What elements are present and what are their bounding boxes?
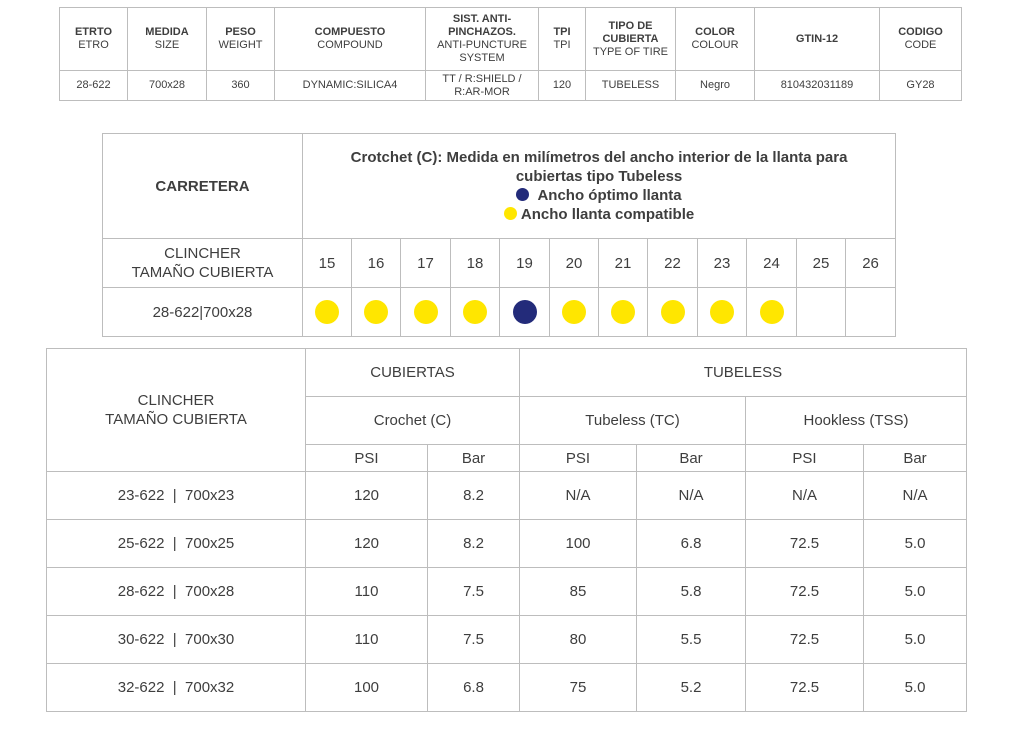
compatible-dot-icon — [760, 300, 784, 324]
pressure-value: 6.8 — [637, 520, 746, 568]
compatible-dot-icon — [315, 300, 339, 324]
spec-value-type: TUBELESS — [586, 71, 676, 101]
compatible-dot-icon — [504, 207, 517, 220]
pressure-value: N/A — [864, 472, 967, 520]
pressure-value: 5.0 — [864, 616, 967, 664]
rim-dot-cell-22 — [648, 288, 698, 337]
spec-value-tpi: 120 — [539, 71, 586, 101]
pressure-value: 110 — [306, 616, 428, 664]
rim-width-21: 21 — [599, 239, 648, 288]
pressure-value: 100 — [306, 664, 428, 712]
pressure-row — [47, 616, 967, 664]
rim-dot-cell-24 — [747, 288, 797, 337]
spec-value-colour: Negro — [676, 71, 755, 101]
compatible-dot-icon — [414, 300, 438, 324]
spec-header-gtin: GTIN-12 — [755, 8, 880, 71]
rim-width-20: 20 — [550, 239, 599, 288]
spec-header-type: TIPO DE CUBIERTA TYPE OF TIRE — [586, 8, 676, 71]
rim-width-19: 19 — [500, 239, 550, 288]
pressure-value: N/A — [520, 472, 637, 520]
legend-compatible: Ancho llanta compatible — [303, 205, 895, 224]
rim-dot-cell-16 — [352, 288, 401, 337]
sub-hookless: Hookless (TSS) — [746, 397, 967, 445]
rim-dot-cell-20 — [550, 288, 599, 337]
sub-crochet: Crochet (C) — [306, 397, 520, 445]
rim-dot-cell-15 — [303, 288, 352, 337]
compatible-dot-icon — [661, 300, 685, 324]
pressure-row — [47, 472, 967, 520]
rim-dot-cell-23 — [698, 288, 747, 337]
pressure-row-size: 23-622 | 700x23 — [47, 472, 306, 520]
pressure-row — [47, 664, 967, 712]
pressure-value: 80 — [520, 616, 637, 664]
pressure-table — [46, 348, 967, 712]
pressure-value: 72.5 — [746, 520, 864, 568]
unit-psi: PSI — [520, 445, 637, 472]
rim-width-15: 15 — [303, 239, 352, 288]
spec-value-code: GY28 — [880, 71, 962, 101]
rim-width-25: 25 — [797, 239, 846, 288]
rim-note-text: Crotchet (C): Medida en milímetros del ancho interior de la llanta para cubiertas tipo Tubeless — [350, 149, 848, 185]
pressure-value: 8.2 — [428, 520, 520, 568]
pressure-value: 72.5 — [746, 568, 864, 616]
unit-psi: PSI — [306, 445, 428, 472]
group-cubiertas: CUBIERTAS — [306, 349, 520, 397]
spec-value-row — [60, 71, 962, 101]
pressure-size-label: CLINCHER TAMAÑO CUBIERTA — [47, 349, 306, 472]
rim-compatibility-table — [102, 133, 896, 337]
rim-dot-cell-26 — [846, 288, 896, 337]
optimal-dot-icon — [516, 188, 529, 201]
rim-note — [303, 134, 896, 239]
pressure-row-size: 28-622 | 700x28 — [47, 568, 306, 616]
rim-dot-cell-21 — [599, 288, 648, 337]
pressure-value: 5.5 — [637, 616, 746, 664]
rim-dot-cell-18 — [451, 288, 500, 337]
rim-dot-cell-19 — [500, 288, 550, 337]
spec-header-puncture: SIST. ANTI-PINCHAZOS. ANTI-PUNCTURE SYSTEM — [426, 8, 539, 71]
group-tubeless: TUBELESS — [520, 349, 967, 397]
pressure-value: 6.8 — [428, 664, 520, 712]
spec-value-weight: 360 — [207, 71, 275, 101]
pressure-value: 5.0 — [864, 520, 967, 568]
pressure-row-size: 30-622 | 700x30 — [47, 616, 306, 664]
rim-width-24: 24 — [747, 239, 797, 288]
rim-width-16: 16 — [352, 239, 401, 288]
spec-table — [59, 7, 962, 101]
spec-header-row — [60, 8, 962, 71]
pressure-value: 8.2 — [428, 472, 520, 520]
compatible-dot-icon — [562, 300, 586, 324]
pressure-value: 5.2 — [637, 664, 746, 712]
pressure-row — [47, 520, 967, 568]
spec-header-colour: COLOR COLOUR — [676, 8, 755, 71]
unit-bar: Bar — [637, 445, 746, 472]
sub-tubeless: Tubeless (TC) — [520, 397, 746, 445]
pressure-value: 120 — [306, 520, 428, 568]
spec-header-compound: COMPUESTO COMPOUND — [275, 8, 426, 71]
optimal-dot-icon — [513, 300, 537, 324]
spec-header-tpi: TPI TPI — [539, 8, 586, 71]
pressure-value: 5.8 — [637, 568, 746, 616]
pressure-value: 110 — [306, 568, 428, 616]
compatible-dot-icon — [611, 300, 635, 324]
legend-optimal: Ancho óptimo llanta — [303, 186, 895, 205]
pressure-value: 100 — [520, 520, 637, 568]
spec-value-size: 700x28 — [128, 71, 207, 101]
spec-value-compound: DYNAMIC:SILICA4 — [275, 71, 426, 101]
spec-value-puncture: TT / R:SHIELD / R:AR-MOR — [426, 71, 539, 101]
pressure-value: 120 — [306, 472, 428, 520]
compatible-dot-icon — [463, 300, 487, 324]
rim-width-22: 22 — [648, 239, 698, 288]
pressure-value: 72.5 — [746, 664, 864, 712]
pressure-value: 72.5 — [746, 616, 864, 664]
rim-tire-size: 28-622|700x28 — [103, 288, 303, 337]
rim-dot-cell-25 — [797, 288, 846, 337]
pressure-value: N/A — [637, 472, 746, 520]
spec-header-weight: PESO WEIGHT — [207, 8, 275, 71]
pressure-value: 5.0 — [864, 664, 967, 712]
rim-size-label: CLINCHER TAMAÑO CUBIERTA — [103, 239, 303, 288]
rim-width-26: 26 — [846, 239, 896, 288]
compatible-dot-icon — [364, 300, 388, 324]
spec-value-etrto: 28-622 — [60, 71, 128, 101]
rim-width-23: 23 — [698, 239, 747, 288]
rim-dot-cell-17 — [401, 288, 451, 337]
unit-bar: Bar — [428, 445, 520, 472]
pressure-value: N/A — [746, 472, 864, 520]
spec-header-etrto: ETRTO ETRO — [60, 8, 128, 71]
spec-value-gtin: 810432031189 — [755, 71, 880, 101]
rim-width-17: 17 — [401, 239, 451, 288]
compatible-dot-icon — [710, 300, 734, 324]
spec-header-code: CODIGO CODE — [880, 8, 962, 71]
pressure-value: 5.0 — [864, 568, 967, 616]
pressure-value: 85 — [520, 568, 637, 616]
pressure-value: 7.5 — [428, 616, 520, 664]
unit-psi: PSI — [746, 445, 864, 472]
spec-header-size: MEDIDA SIZE — [128, 8, 207, 71]
pressure-row-size: 32-622 | 700x32 — [47, 664, 306, 712]
pressure-row-size: 25-622 | 700x25 — [47, 520, 306, 568]
rim-width-18: 18 — [451, 239, 500, 288]
pressure-value: 7.5 — [428, 568, 520, 616]
unit-bar: Bar — [864, 445, 967, 472]
pressure-row — [47, 568, 967, 616]
pressure-value: 75 — [520, 664, 637, 712]
rim-category: CARRETERA — [103, 134, 303, 239]
